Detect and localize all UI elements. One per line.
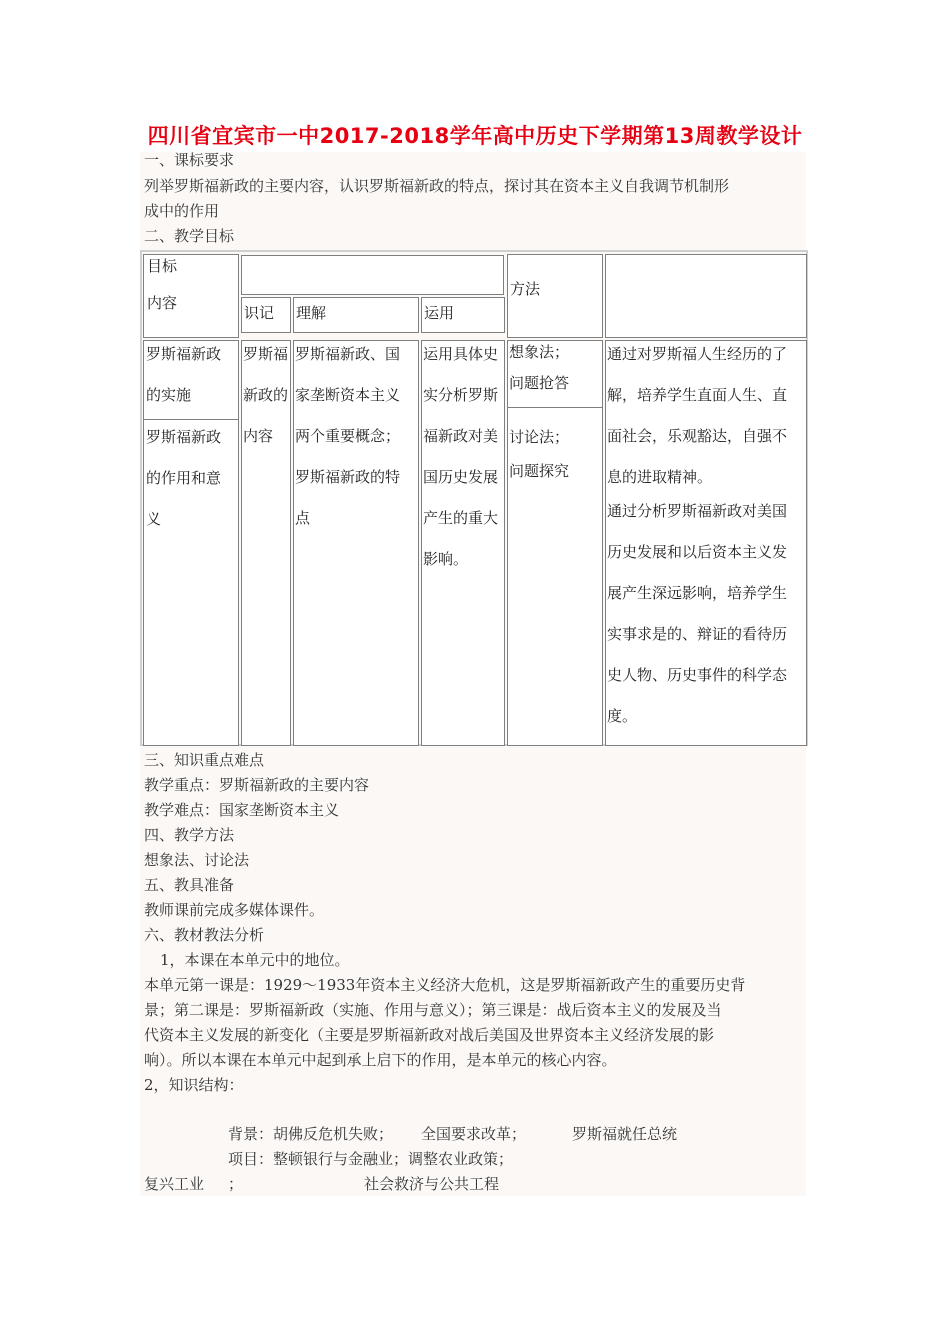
cell-text: 的作用和意 (146, 469, 222, 487)
understand-column-cell (293, 340, 419, 746)
paragraph-line: 本单元第一课是：1929～1933年资本主义经济大危机，这是罗斯福新政产生的重要历史背 (144, 976, 746, 994)
cell-text: 国历史发展 (423, 468, 499, 486)
cell-text: 点 (295, 509, 311, 527)
structure-line: 罗斯福就任总统 (572, 1125, 678, 1143)
header-cell-target-content (143, 254, 239, 338)
paragraph-line: 响）。所以本课在本单元中起到承上启下的作用，是本单元的核心内容。 (144, 1051, 617, 1069)
cell-text: 内容 (243, 427, 274, 445)
cell-text: 影响。 (423, 550, 469, 568)
cell-text: 实分析罗斯 (423, 386, 499, 404)
cell-text: 罗斯福 (243, 345, 289, 363)
header-label: 内容 (147, 294, 178, 312)
cell-text: 想象法； (509, 343, 570, 361)
cell-text: 度。 (607, 707, 638, 725)
paragraph-line: 成中的作用 (144, 202, 220, 220)
cell-text: 产生的重大 (423, 509, 499, 527)
method-row1 (508, 341, 602, 408)
cell-text: 面社会，乐观豁达，自强不 (607, 427, 788, 445)
cell-text: 运用具体史 (423, 345, 499, 363)
structure-line: 全国要求改革； (421, 1125, 527, 1143)
header-cell-levels (241, 255, 504, 295)
cell-text: 罗斯福新政的特 (295, 468, 401, 486)
subheader-label: 运用 (424, 304, 455, 322)
row1-content (144, 341, 238, 420)
cell-text: 新政的 (243, 386, 289, 404)
cell-text: 问题探究 (509, 462, 570, 480)
paragraph-line: 列举罗斯福新政的主要内容，认识罗斯福新政的特点，探讨其在资本主义自我调节机制形 (144, 177, 730, 195)
subheader-label: 识记 (244, 304, 275, 322)
paragraph-line: 教学重点：罗斯福新政的主要内容 (144, 776, 370, 794)
header-label: 方法 (510, 280, 541, 298)
apply-column-cell (421, 340, 505, 746)
section-heading: 二、教学目标 (144, 227, 235, 245)
document-title: 四川省宜宾市一中2017-2018学年高中历史下学期第13周教学设计 (147, 124, 803, 148)
cell-text: 义 (146, 510, 162, 528)
subheader-label: 理解 (296, 304, 327, 322)
paragraph-line: 2，知识结构： (144, 1076, 244, 1094)
section-heading: 一、课标要求 (144, 151, 235, 169)
subheader-cell (293, 297, 419, 333)
cell-text: 历史发展和以后资本主义发 (607, 543, 788, 561)
cell-text: 福新政对美 (423, 427, 499, 445)
cell-text: 展产生深远影响，培养学生 (607, 584, 788, 602)
teaching-goals-table (140, 250, 808, 746)
paragraph-line: 代资本主义发展的新变化（主要是罗斯福新政对战后美国及世界资本主义经济发展的影 (144, 1026, 715, 1044)
cell-text: 的实施 (146, 386, 192, 404)
cell-text: 息的进取精神。 (607, 468, 713, 486)
section-heading: 三、知识重点难点 (144, 751, 265, 769)
method-column-cell (507, 340, 603, 746)
paragraph-line: 教学难点：国家垄断资本主义 (144, 801, 340, 819)
cell-text: 实事求是的、辩证的看待历 (607, 625, 788, 643)
cell-text: 罗斯福新政 (146, 428, 222, 446)
cell-text: 通过分析罗斯福新政对美国 (607, 502, 788, 520)
cell-text: 问题抢答 (509, 374, 570, 392)
cell-text: 罗斯福新政、国 (295, 345, 401, 363)
paragraph-line: 景；第二课是：罗斯福新政（实施、作用与意义）；第三课是：战后资本主义的发展及当 (144, 1001, 722, 1019)
section-heading: 五、教具准备 (144, 876, 235, 894)
structure-line: 复兴工业 (144, 1175, 205, 1193)
cell-text: 解，培养学生直面人生、直 (607, 386, 788, 404)
paragraph-line: 1，本课在本单元中的地位。 (160, 951, 350, 969)
section-heading: 四、教学方法 (144, 826, 235, 844)
subheader-cell (421, 297, 505, 333)
cell-text: 罗斯福新政 (146, 345, 222, 363)
paragraph-line: 想象法、讨论法 (144, 851, 250, 869)
subheader-cell (241, 297, 291, 333)
structure-line: 社会救济与公共工程 (364, 1175, 500, 1193)
cell-text: 通过对罗斯福人生经历的了 (607, 345, 788, 363)
cell-text: 家垄断资本主义 (295, 386, 401, 404)
structure-line: 项目：整顿银行与金融业；调整农业政策； (228, 1150, 514, 1168)
structure-line: ； (228, 1175, 244, 1193)
header-label: 目标 (147, 257, 178, 275)
content-column-cell (143, 340, 239, 746)
header-cell-goal (605, 254, 807, 338)
header-cell-method (507, 254, 603, 338)
section-heading: 六、教材教法分析 (144, 926, 265, 944)
paragraph-line: 教师课前完成多媒体课件。 (144, 901, 325, 919)
cell-text: 史人物、历史事件的科学态 (607, 666, 788, 684)
cell-text: 讨论法； (509, 428, 570, 446)
know-column-cell (241, 340, 291, 746)
cell-text: 两个重要概念； (295, 427, 401, 445)
goal-column-cell (605, 340, 807, 746)
structure-line: 背景：胡佛反危机失败； (228, 1125, 394, 1143)
